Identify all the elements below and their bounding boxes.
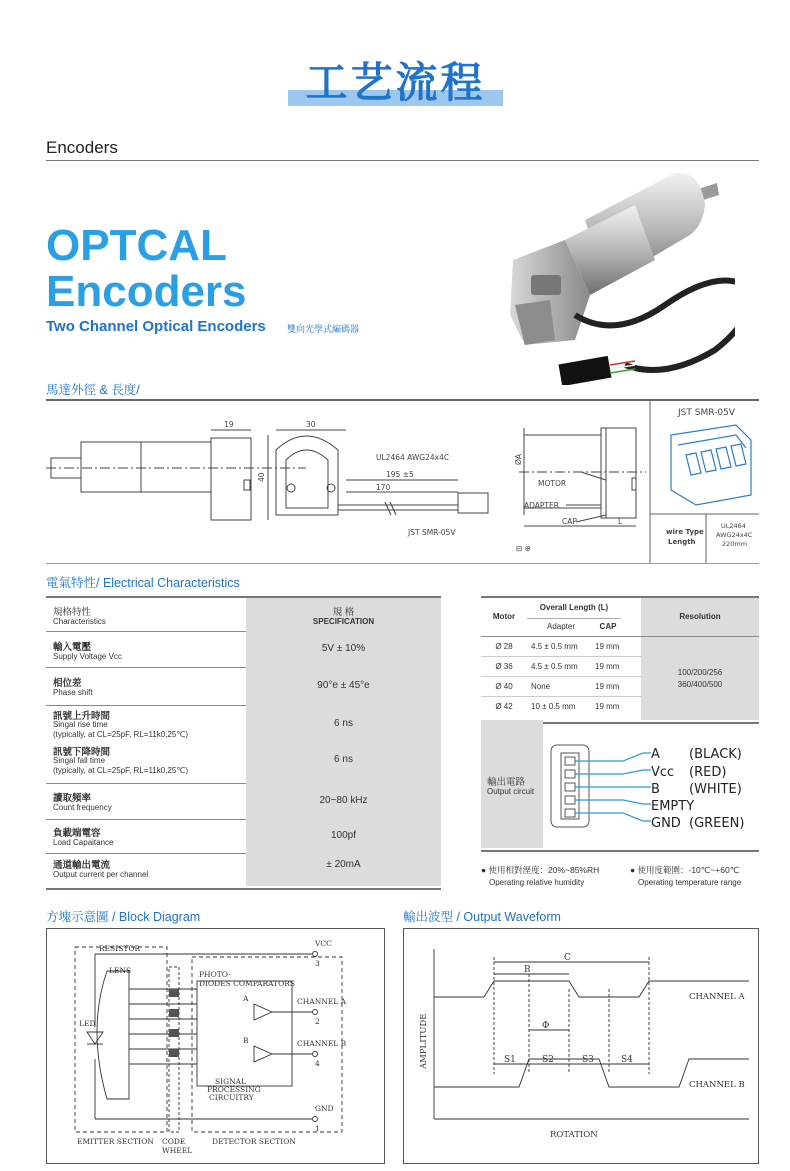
page-title: 工艺流程 bbox=[305, 59, 486, 106]
dimension-drawing bbox=[46, 400, 759, 563]
row-label-zh: 相位差 bbox=[53, 678, 82, 689]
pin-4: 4 bbox=[315, 1059, 320, 1068]
table-row bbox=[46, 853, 441, 886]
section-label: Encoders bbox=[46, 138, 118, 157]
output-circuit bbox=[481, 720, 759, 852]
header-right-zh: 規 格 bbox=[332, 607, 355, 618]
a-label: A bbox=[243, 994, 249, 1003]
cap-cell: 19 mm bbox=[595, 702, 620, 711]
hero-subtitle-zh: 雙向光學式編碼器 bbox=[287, 324, 360, 334]
dim-195: 195 ±5 bbox=[386, 470, 414, 479]
col-overall: Overall Length (L) bbox=[527, 598, 621, 619]
pin-name: B bbox=[651, 782, 660, 797]
wheel-label: WHEEL bbox=[162, 1146, 193, 1155]
divider bbox=[46, 160, 759, 161]
wire-type-label2: Length bbox=[668, 538, 696, 546]
s4-label: S4 bbox=[621, 1055, 633, 1065]
wire-type-val2: AWG24x4C bbox=[716, 531, 753, 539]
row-value: 5V ± 10% bbox=[246, 631, 441, 667]
waveform-box bbox=[403, 928, 759, 1164]
pin-name: A bbox=[651, 747, 660, 762]
divider bbox=[481, 656, 641, 657]
col-cap: CAP bbox=[599, 622, 617, 631]
humidity-en: Operating relative humidity bbox=[489, 878, 585, 887]
motor-table bbox=[481, 596, 759, 724]
circuitry-label: CIRCUITRY bbox=[209, 1093, 254, 1102]
adapter-cell: None bbox=[531, 682, 551, 691]
resolution-value-1: 100/200/256 bbox=[677, 668, 723, 677]
wire-type-label1: wire Type bbox=[666, 528, 704, 536]
header-right-en: SPECIFICATION bbox=[312, 617, 375, 626]
col-resolution: Resolution bbox=[679, 612, 721, 621]
col-adapter: Adapter bbox=[546, 622, 576, 631]
dim-40: 40 bbox=[257, 472, 266, 482]
divider bbox=[481, 636, 759, 637]
connector-diagram bbox=[543, 720, 759, 848]
row-label-zh: 讀取頻率 bbox=[53, 793, 92, 804]
waveform-svg bbox=[404, 929, 758, 1163]
table-row bbox=[46, 631, 441, 668]
phi-label: Φ bbox=[542, 1021, 550, 1031]
table-row bbox=[46, 705, 441, 743]
p-label: P bbox=[524, 965, 531, 975]
block-diagram-svg bbox=[47, 929, 384, 1163]
connector-label: JST SMR-05V bbox=[408, 528, 456, 537]
row-label-en: Output current per channel bbox=[53, 870, 149, 879]
s1-label: S1 bbox=[504, 1055, 516, 1065]
wire-type-val1: UL2464 bbox=[721, 522, 746, 530]
cable-label: UL2464 AWG24x4C bbox=[376, 453, 450, 462]
humidity-zh: ● 使用相對溼度：20%~85%RH bbox=[481, 865, 600, 875]
dim-170: 170 bbox=[376, 483, 391, 492]
row-label-zh: 訊號下降時間 bbox=[53, 747, 111, 758]
motor-cell: Ø 40 bbox=[495, 682, 513, 691]
row-value: 100pf bbox=[246, 819, 441, 853]
block-diagram bbox=[46, 928, 385, 1164]
table-row bbox=[46, 783, 441, 820]
l-label: L bbox=[618, 517, 623, 526]
cap-cell: 19 mm bbox=[595, 662, 620, 671]
adapter-label: ADAPTER bbox=[524, 501, 559, 510]
rotation-label: ROTATION bbox=[550, 1130, 598, 1140]
wire-type-val3: 220mm bbox=[722, 540, 748, 548]
header-left-en: Characteristics bbox=[53, 617, 106, 626]
block-diagram-heading: 方塊示意圖 / Block Diagram bbox=[46, 910, 201, 924]
amplitude-label: AMPLITUDE bbox=[419, 1013, 429, 1069]
pin-1: 1 bbox=[315, 1124, 320, 1133]
motor-cell: Ø 28 bbox=[495, 642, 513, 651]
pin-color: (BLACK) bbox=[689, 747, 742, 762]
electrical-table bbox=[46, 596, 441, 890]
motor-label: MOTOR bbox=[538, 479, 567, 488]
hero-subtitle-en: Two Channel Optical Encoders bbox=[46, 318, 266, 335]
waveform-heading: 輸出波型 / Output Waveform bbox=[403, 910, 561, 924]
diodes-comparators-label: DIODES COMPARATORS bbox=[199, 979, 296, 988]
resolution-value-2: 360/400/500 bbox=[677, 680, 723, 689]
vcc-label: VCC bbox=[315, 939, 332, 948]
cap-cell: 19 mm bbox=[595, 682, 620, 691]
processing-label: PROCESSING bbox=[207, 1085, 261, 1094]
channel-b-label: CHANNEL B bbox=[689, 1080, 745, 1090]
row-label-en2: (typically, at CL=25pF, RL=11k0,25℃) bbox=[53, 766, 188, 775]
pin-color: (RED) bbox=[689, 765, 727, 780]
cap-cell: 19 mm bbox=[595, 642, 620, 651]
row-value: 6 ns bbox=[246, 743, 441, 783]
pin-color: (GREEN) bbox=[689, 816, 745, 831]
row-label-zh: 輸入電壓 bbox=[53, 642, 92, 653]
divider bbox=[46, 563, 759, 564]
row-value: ± 20mA bbox=[246, 853, 441, 886]
phi-a: ØA bbox=[514, 453, 523, 465]
row-value: 90°e ± 45°e bbox=[246, 667, 441, 705]
resistor-label: RESISTOR bbox=[99, 944, 141, 953]
c-label: C bbox=[564, 953, 571, 963]
emitter-label: EMITTER SECTION bbox=[77, 1137, 154, 1146]
adapter-cell: 4.5 ± 0.5 mm bbox=[531, 662, 578, 671]
channel-a-label: CHANNEL A bbox=[297, 997, 347, 1006]
row-label-en: Load Capaitance bbox=[53, 838, 114, 847]
header-left-zh: 規格特性 bbox=[53, 607, 92, 618]
dimensions-heading: 馬達外徑 & 長度/ bbox=[46, 383, 140, 397]
pin-name: EMPTY bbox=[651, 799, 695, 814]
symbols: ⊟ ⊕ bbox=[516, 544, 531, 553]
s2-label: S2 bbox=[542, 1055, 554, 1065]
table-header-right bbox=[246, 598, 441, 632]
b-label: B bbox=[243, 1036, 249, 1045]
led-label: LED bbox=[79, 1019, 96, 1028]
signal-label: SIGNAL bbox=[215, 1077, 247, 1086]
motor-cell: Ø 36 bbox=[495, 662, 513, 671]
row-label-zh: 訊號上升時間 bbox=[53, 711, 111, 722]
temperature-zh: ● 使用度範圍：-10℃~+60℃ bbox=[630, 865, 740, 875]
adapter-cell: 4.5 ± 0.5 mm bbox=[531, 642, 578, 651]
table-row bbox=[46, 667, 441, 706]
photo-label: PHOTO- bbox=[199, 970, 231, 979]
s3-label: S3 bbox=[582, 1055, 594, 1065]
channel-a-label: CHANNEL A bbox=[689, 992, 745, 1002]
pin-color: (WHITE) bbox=[689, 782, 742, 797]
hero-title-2: Encoders bbox=[46, 267, 247, 316]
motor-product-image bbox=[505, 165, 735, 385]
row-label-en: Phase shift bbox=[53, 688, 93, 697]
table-header-left bbox=[46, 598, 246, 632]
motor-cell: Ø 42 bbox=[495, 702, 513, 711]
gnd-label: GND bbox=[315, 1104, 334, 1113]
row-label-en: Supply Voltage Vcc bbox=[53, 652, 122, 661]
row-label-en: Singal fall time bbox=[53, 756, 106, 765]
row-label-zh: 通道輸出電流 bbox=[53, 860, 111, 871]
row-value: 20~80 kHz bbox=[246, 783, 441, 819]
adapter-cell: 10 ± 0.5 mm bbox=[531, 702, 576, 711]
jst-title: JST SMR-05V bbox=[678, 408, 735, 418]
row-value: 6 ns bbox=[246, 705, 441, 743]
table-row bbox=[46, 819, 441, 854]
detector-label: DETECTOR SECTION bbox=[212, 1137, 296, 1146]
pin-3: 3 bbox=[315, 959, 320, 968]
temperature-en: Operating temperature range bbox=[638, 878, 742, 887]
divider bbox=[481, 696, 641, 697]
pin-name: Vcc bbox=[651, 765, 675, 780]
table-row bbox=[46, 743, 441, 784]
output-circuit-label-zh: 輸出電路 bbox=[487, 777, 526, 788]
dim-30: 30 bbox=[306, 420, 316, 429]
row-label-en: Singal rise time bbox=[53, 720, 108, 729]
cap-label: CAP bbox=[562, 517, 577, 526]
electrical-heading: 電氣特性/ Electrical Characteristics bbox=[46, 576, 240, 590]
pin-2: 2 bbox=[315, 1017, 320, 1026]
pin-name: GND bbox=[651, 816, 681, 831]
hero-title-1: OPTCAL bbox=[46, 221, 227, 270]
channel-b-label: CHANNEL B bbox=[297, 1039, 347, 1048]
row-label-zh: 負載端電容 bbox=[53, 828, 101, 839]
lens-label: LENS bbox=[109, 966, 132, 975]
dim-19: 19 bbox=[224, 420, 234, 429]
code-label: CODE bbox=[162, 1137, 186, 1146]
output-circuit-label-en: Output circuit bbox=[487, 787, 535, 796]
divider bbox=[481, 676, 641, 677]
row-label-en: Count frequency bbox=[53, 803, 112, 812]
col-motor: Motor bbox=[492, 612, 516, 621]
row-label-en2: (typically, at CL=25pF, RL=11k0,25℃) bbox=[53, 730, 188, 739]
